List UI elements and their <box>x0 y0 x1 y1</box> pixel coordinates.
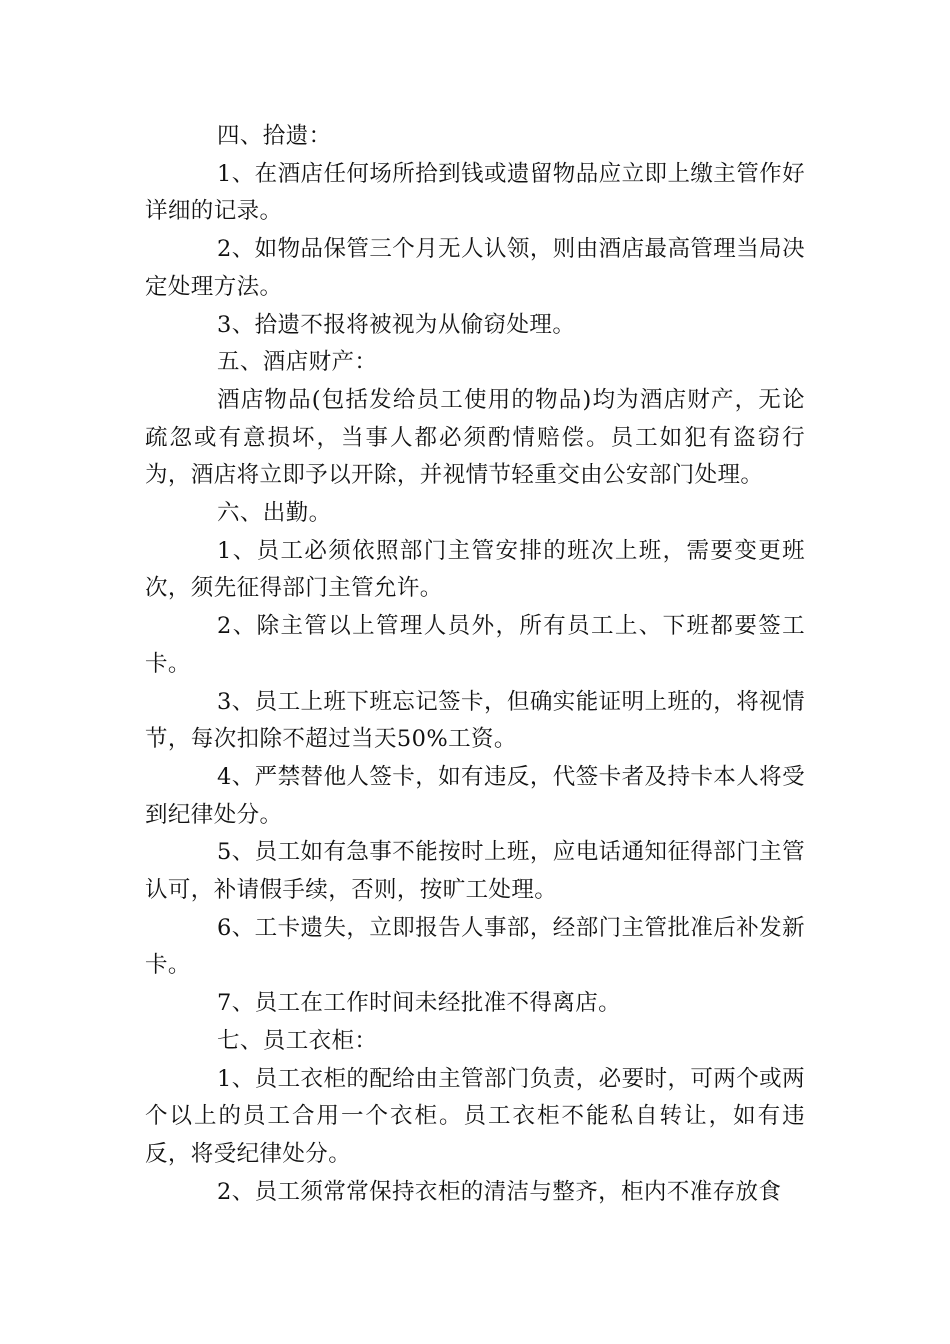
paragraph-staff-lockers-1: 1、员工衣柜的配给由主管部门负责，必要时，可两个或两个以上的员工合用一个衣柜。员工衣柜不能私自转让，如有违反，将受纪律处分。 <box>145 1065 805 1167</box>
paragraph-lost-and-found-3: 3、拾遗不报将被视为从偷窃处理。 <box>217 311 576 338</box>
paragraph-attendance-3: 3、员工上班下班忘记签卡，但确实能证明上班的，将视情节，每次扣除不超过当天50%工资。 <box>145 688 805 753</box>
paragraph-lost-and-found-2: 2、如物品保管三个月无人认领，则由酒店最高管理当局决定处理方法。 <box>145 236 805 300</box>
paragraph-attendance-2: 2、除主管以上管理人员外，所有员工上、下班都要签工卡。 <box>145 613 805 677</box>
section-heading-hotel-property: 五、酒店财产： <box>217 349 378 376</box>
paragraph-attendance-4: 4、严禁替他人签卡，如有违反，代签卡者及持卡本人将受到纪律处分。 <box>145 763 805 828</box>
section-heading-lost-and-found: 四、拾遗： <box>217 123 332 149</box>
paragraph-attendance-6: 6、工卡遗失，立即报告人事部，经部门主管批准后补发新卡。 <box>145 914 805 979</box>
paragraph-attendance-1: 1、员工必须依照部门主管安排的班次上班，需要变更班次，须先征得部门主管允许。 <box>145 537 805 602</box>
paragraph-lost-and-found-1: 1、在酒店任何场所拾到钱或遗留物品应立即上缴主管作好详细的记录。 <box>145 160 805 225</box>
paragraph-staff-lockers-2: 2、员工须常常保持衣柜的清洁与整齐，柜内不准存放食 <box>217 1178 782 1205</box>
paragraph-attendance-7: 7、员工在工作时间未经批准不得离店。 <box>217 990 622 1017</box>
document-body <box>145 118 805 1211</box>
paragraph-attendance-5: 5、员工如有急事不能按时上班，应电话通知征得部门主管认可，补请假手续，否则，按旷工处理。 <box>145 839 805 904</box>
section-heading-staff-lockers: 七、员工衣柜： <box>217 1027 378 1054</box>
section-heading-attendance: 六、出勤。 <box>217 500 332 527</box>
paragraph-hotel-property: 酒店物品(包括发给员工使用的物品)均为酒店财产，无论疏忽或有意损坏，当事人都必须酌情赔偿。员工如犯有盗窃行为，酒店将立即予以开除，并视情节轻重交由公安部门处理。 <box>145 386 805 489</box>
